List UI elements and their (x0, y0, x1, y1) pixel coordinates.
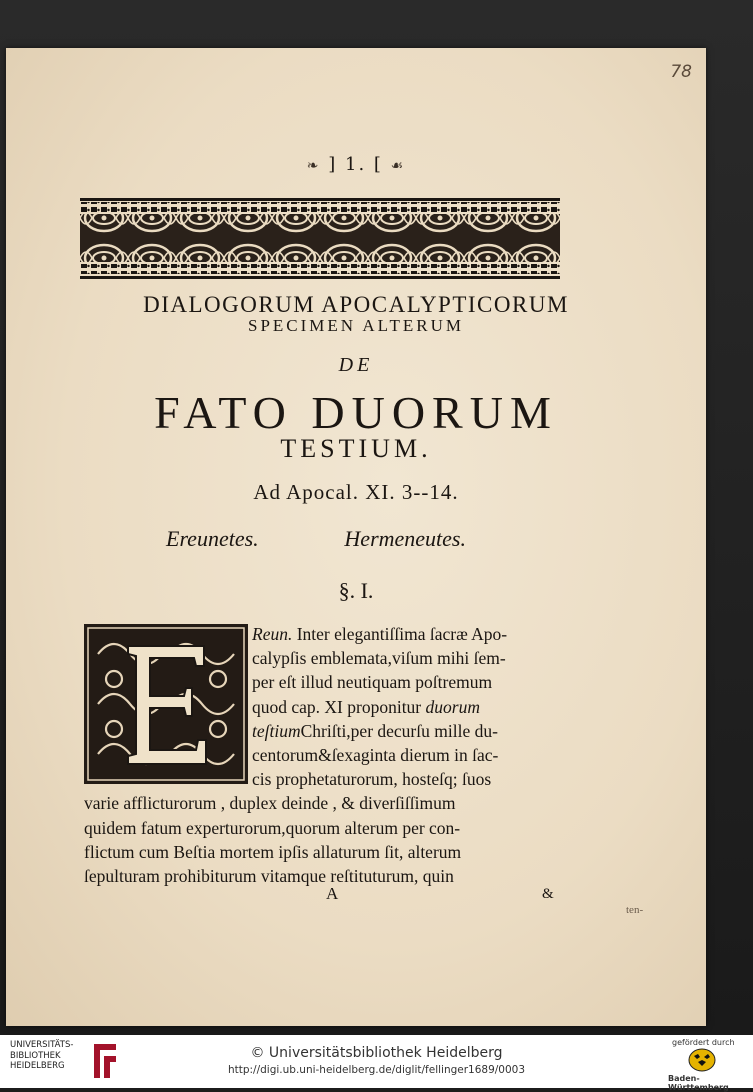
page-marker (6, 154, 706, 175)
body-line-4: quod cap. XI proponitur duorum (252, 696, 480, 717)
section-heading: §. I. (338, 578, 374, 603)
body-line-6: centorum&ſexaginta dierum in ſac- (252, 745, 499, 766)
left-ornament-icon: ❧ (306, 158, 321, 174)
catchword-bleed: ten- (626, 904, 644, 916)
body-line-1: Reun. Inter elegantiſſima ſacræ Apo- (252, 624, 508, 644)
body-line-9: quidem fatum experturorum,quorum alterum per con- (84, 817, 461, 838)
library-logo-text[interactable]: UNIVERSITÄTS- BIBLIOTHEK HEIDELBERG (10, 1040, 74, 1071)
speaker-ereunetes: Ereunetes. (166, 526, 259, 551)
sponsor-label: gefördert durch (672, 1038, 735, 1047)
title-line-1: DIALOGORUM APOCALYPTICORUM (143, 292, 569, 317)
body-line-2: calypſis emblemata,viſum mihi ſem- (252, 648, 506, 669)
body-line-3: per eſt illud neutiquam poſtremum (252, 672, 493, 693)
folio-number: 78 (670, 62, 692, 82)
sponsor-name: Baden-Württemberg (668, 1074, 729, 1092)
body-text (84, 622, 566, 888)
body-line-11: ſepulturam prohibiturum vitamque reſtituturum, quin (84, 866, 454, 887)
right-ornament-icon: ☙ (390, 158, 406, 174)
title-line-3: DE (338, 354, 374, 376)
title-line-5: TESTIUM. (280, 434, 432, 463)
ornamental-headpiece (80, 198, 560, 280)
title-line-2: SPECIMEN ALTERUM (248, 316, 464, 335)
speaker-hermeneutes: Hermeneutes. (344, 526, 466, 551)
body-line-7: cis prophetaturorum, hosteſq; ſuos (252, 769, 492, 790)
copyright-text: © Universitätsbibliothek Heidelberg (250, 1045, 503, 1061)
speaker-abbrev: Reun. (252, 624, 293, 644)
body-line-5: teſtiumChriſti,per decurſu mille du- (252, 720, 498, 741)
book-page (6, 48, 706, 1026)
scripture-reference: Ad Apocal. XI. 3--14. (253, 480, 459, 504)
permalink-url[interactable]: http://digi.ub.uni-heidelberg.de/diglit/fellinger1689/0003 (227, 1064, 526, 1076)
title-line-4: FATO DUORUM (154, 387, 558, 438)
signature-mark: A (326, 884, 339, 903)
viewer-footer (0, 1035, 753, 1092)
body-line-8: varie afflicturorum , duplex deinde , & diverſiſſimum (84, 793, 456, 814)
page-marker-text: ] 1. [ (328, 154, 383, 175)
state-coat-of-arms-icon[interactable] (688, 1048, 716, 1072)
body-line-10: flictum cum Beſtia mortem ipſis allaturum ſit, alterum (84, 841, 462, 862)
dialogue-speakers (166, 526, 466, 552)
catchword: & (542, 886, 554, 902)
